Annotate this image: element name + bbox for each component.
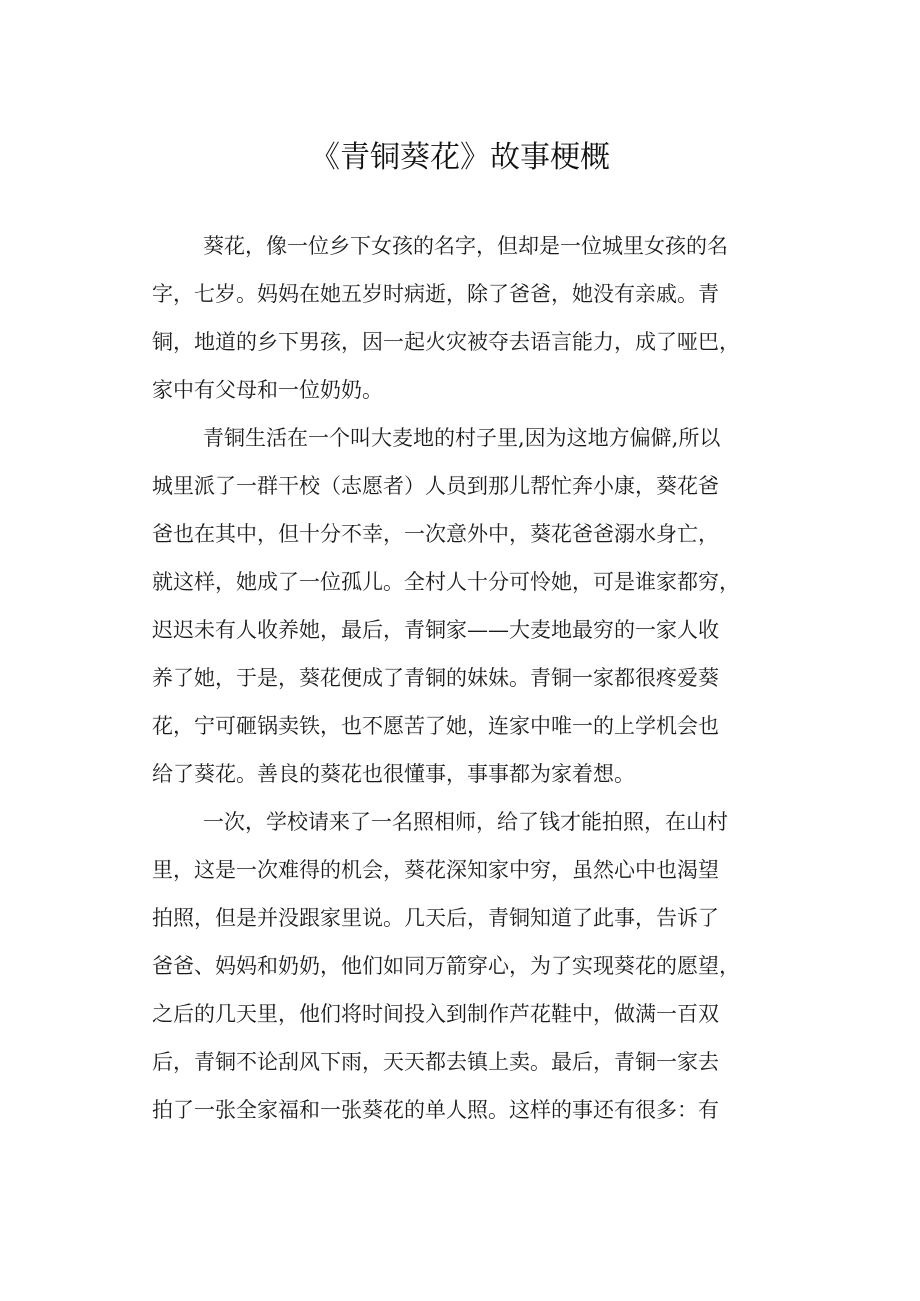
text-line: 铜，地道的乡下男孩，因一起火灾被夺去语言能力，成了哑巴， [152,330,740,354]
text-line: 葵花，像一位乡下女孩的名字，但却是一位城里女孩的名 [203,234,728,258]
text-line: 青铜生活在一个叫大麦地的村子里,因为这地方偏僻,所以 [203,426,721,450]
text-line: 城里派了一群干校（志愿者）人员到那儿帮忙奔小康，葵花爸 [152,474,719,498]
text-line: 字，七岁。妈妈在她五岁时病逝，除了爸爸，她没有亲戚。青 [152,282,719,306]
text-line: 爸也在其中，但十分不幸，一次意外中，葵花爸爸溺水身亡， [152,522,719,546]
text-line: 迟迟未有人收养她，最后，青铜家——大麦地最穷的一家人收 [152,618,719,642]
text-line: 后，青铜不论刮风下雨，天天都去镇上卖。最后，青铜一家去 [152,1050,719,1074]
text-line: 之后的几天里，他们将时间投入到制作芦花鞋中，做满一百双 [152,1002,719,1026]
text-line: 给了葵花。善良的葵花也很懂事，事事都为家着想。 [152,762,635,786]
text-line: 就这样，她成了一位孤儿。全村人十分可怜她，可是谁家都穷， [152,570,740,594]
text-line: 家中有父母和一位奶奶。 [152,378,383,402]
text-line: 里，这是一次难得的机会，葵花深知家中穷，虽然心中也渴望 [152,858,719,882]
text-line: 花，宁可砸锅卖铁，也不愿苦了她，连家中唯一的上学机会也 [152,714,719,738]
text-line: 养了她，于是，葵花便成了青铜的妹妹。青铜一家都很疼爱葵 [152,666,719,690]
text-line: 拍了一张全家福和一张葵花的单人照。这样的事还有很多：有 [152,1098,719,1122]
text-line: 一次，学校请来了一名照相师，给了钱才能拍照，在山村 [203,810,728,834]
text-line: 拍照，但是并没跟家里说。几天后，青铜知道了此事，告诉了 [152,906,719,930]
text-line: 爸爸、妈妈和奶奶，他们如同万箭穿心，为了实现葵花的愿望， [152,954,740,978]
document-title: 《青铜葵花》故事梗概 [310,140,610,175]
